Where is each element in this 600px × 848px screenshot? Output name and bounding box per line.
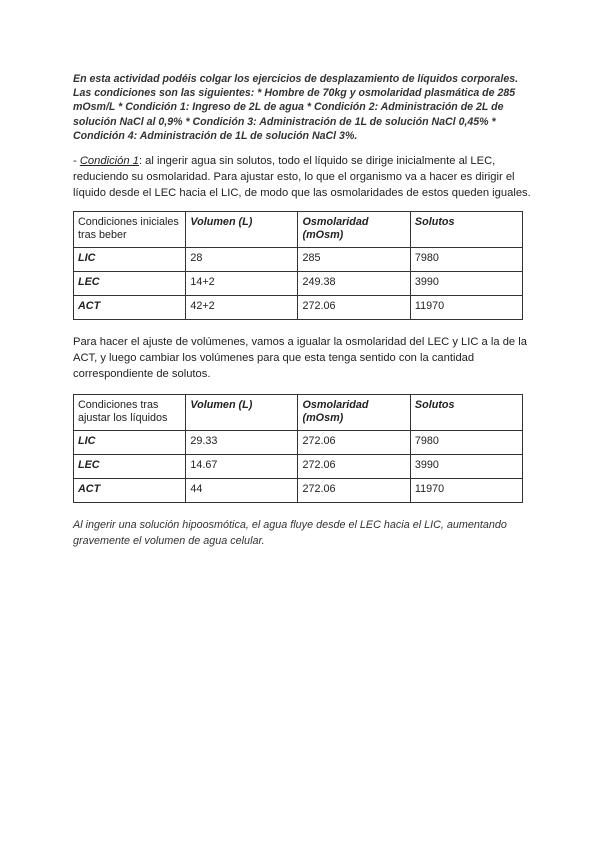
table-cell: 285 <box>298 248 410 272</box>
table-row-label: LEC <box>74 272 186 296</box>
table-header-row <box>74 212 523 248</box>
table-row-label: LEC <box>74 455 186 479</box>
conclusion-paragraph: Al ingerir una solución hipoosmótica, el agua fluye desde el LEC hacia el LIC, aumentando gravemente el volumen de agua celular. <box>73 519 507 548</box>
table-header-cell: Osmolaridad (mOsm) <box>298 395 410 431</box>
condition-1-text: : al ingerir agua sin solutos, todo el líquido se dirige inicialmente al LEC, reduciendo su osmolaridad. Para ajustar esto, lo que el organismo va a hacer es dirigir el líquido desde el LEC hacia el LIC, de modo que las osmolaridades de estos queden iguales. <box>73 155 531 200</box>
table-row-label: LIC <box>74 248 186 272</box>
adjusted-conditions-table <box>73 394 523 503</box>
table-header-cell: Osmolaridad (mOsm) <box>298 212 410 248</box>
table-cell: 3990 <box>410 272 522 296</box>
table-row <box>74 455 523 479</box>
table-cell: 29.33 <box>186 431 298 455</box>
table-row <box>74 479 523 503</box>
table-header-cell: Condiciones tras ajustar los líquidos <box>74 395 186 431</box>
initial-conditions-table <box>73 211 523 320</box>
table-header-cell: Condiciones iniciales tras beber <box>74 212 186 248</box>
table-row-label: ACT <box>74 296 186 320</box>
table-cell: 7980 <box>410 248 522 272</box>
table-cell: 249.38 <box>298 272 410 296</box>
table-cell: 42+2 <box>186 296 298 320</box>
table-row <box>74 272 523 296</box>
table-header-cell: Volumen (L) <box>186 212 298 248</box>
table-cell: 28 <box>186 248 298 272</box>
table-row <box>74 296 523 320</box>
table-row-label: ACT <box>74 479 186 503</box>
table-cell: 272.06 <box>298 455 410 479</box>
table-header-cell: Solutos <box>410 212 522 248</box>
table-cell: 44 <box>186 479 298 503</box>
table-cell: 14.67 <box>186 455 298 479</box>
table-cell: 11970 <box>410 479 522 503</box>
condition-prefix: - <box>73 155 80 167</box>
condition-1-label: Condición 1 <box>79 155 139 167</box>
table-cell: 3990 <box>410 455 522 479</box>
table-cell: 11970 <box>410 296 522 320</box>
condition-1-paragraph <box>73 153 533 202</box>
table-cell: 14+2 <box>186 272 298 296</box>
intro-paragraph: En esta actividad podéis colgar los ejercicios de desplazamiento de líquidos corporales. Las condiciones son las siguientes: * Hombre de 70kg y osmolaridad plasmática de 285 mOsm/L * Condición 1: Ingreso de 2L de agua * Condición 2: Administración de 2L de solución NaCl al 0,9% * Condición 3: Administración de 1L de solución NaCl 0,45% * Condición 4: Administración de 1L de solución NaCl 3%. <box>73 73 519 142</box>
adjustment-paragraph: Para hacer el ajuste de volúmenes, vamos a igualar la osmolaridad del LEC y LIC a la de la ACT, y luego cambiar los volúmenes para que esta tenga sentido con la cantidad correspondiente de solutos. <box>73 336 527 381</box>
table-cell: 272.06 <box>298 296 410 320</box>
table-header-cell: Volumen (L) <box>186 395 298 431</box>
table-cell: 272.06 <box>298 479 410 503</box>
table-header-row <box>74 395 523 431</box>
table-cell: 7980 <box>410 431 522 455</box>
table-row-label: LIC <box>74 431 186 455</box>
table-cell: 272.06 <box>298 431 410 455</box>
table-header-cell: Solutos <box>410 395 522 431</box>
table-row <box>74 248 523 272</box>
table-row <box>74 431 523 455</box>
